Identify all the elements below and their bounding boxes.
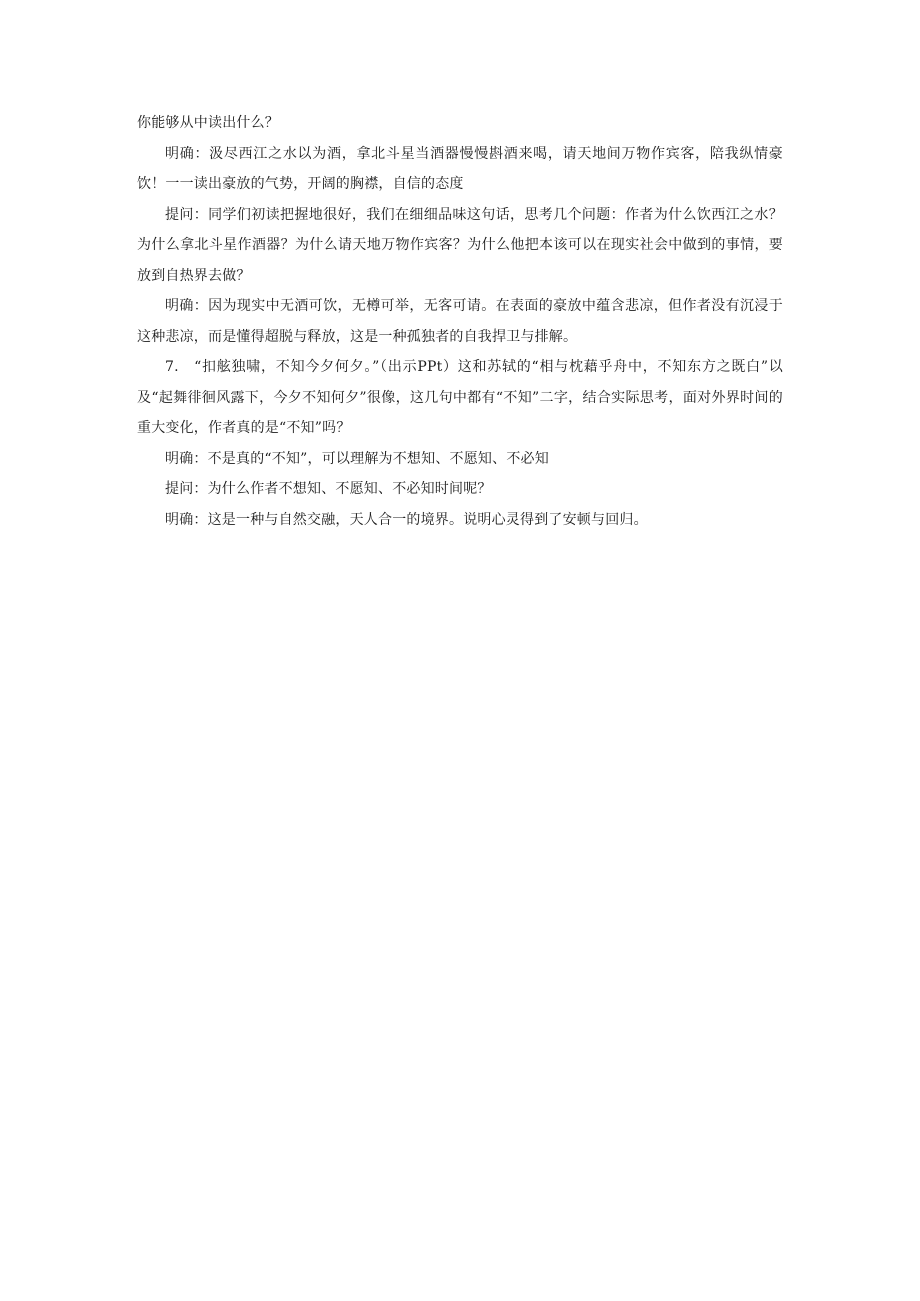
- paragraph-question-2: 提问：为什么作者不想知、不愿知、不必知时间呢？: [165, 481, 492, 497]
- paragraph-answer-4: 明确：这是一种与自然交融，天人合一的境界。说明心灵得到了安顿与回归。: [165, 511, 648, 528]
- paragraph-item-7: 7. “扣舷独啸，不知今夕何夕。”（出示PPt）这和苏轼的“相与枕藉乎舟中，不知东方之既白”以及“起舞徘徊风露下，今夕不知何夕”很像，这几句中都有“不知”二字，结合实际思考，面对外界时间的重大变化，作者真的是“不知”吗？: [137, 359, 783, 436]
- paragraph-answer-1: 明确：汲尽西江之水以为酒，拿北斗星当酒器慢慢斟酒来喝，请天地间万物作宾客，陪我纵情豪饮！一一读出豪放的气势，开阔的胸襟，自信的态度: [137, 145, 783, 192]
- document-body: [137, 108, 783, 535]
- paragraph-answer-2: 明确：因为现实中无酒可饮，无樽可举，无客可请。在表面的豪放中蕴含悲凉，但作者没有沉浸于这种悲凉，而是懂得超脱与释放，这是一种孤独者的自我捍卫与排解。: [137, 298, 783, 345]
- paragraph-question-1: 提问：同学们初读把握地很好，我们在细细品味这句话，思考几个问题：作者为什么饮西江之水？为什么拿北斗星作酒器？为什么请天地万物作宾客？为什么他把本该可以在现实社会中做到的事情，要放到自热界去做？: [137, 206, 783, 284]
- paragraph-question-lead: 你能够从中读出什么？: [137, 115, 279, 131]
- paragraph-answer-3: 明确：不是真的“不知”，可以理解为不想知、不愿知、不必知: [165, 450, 549, 467]
